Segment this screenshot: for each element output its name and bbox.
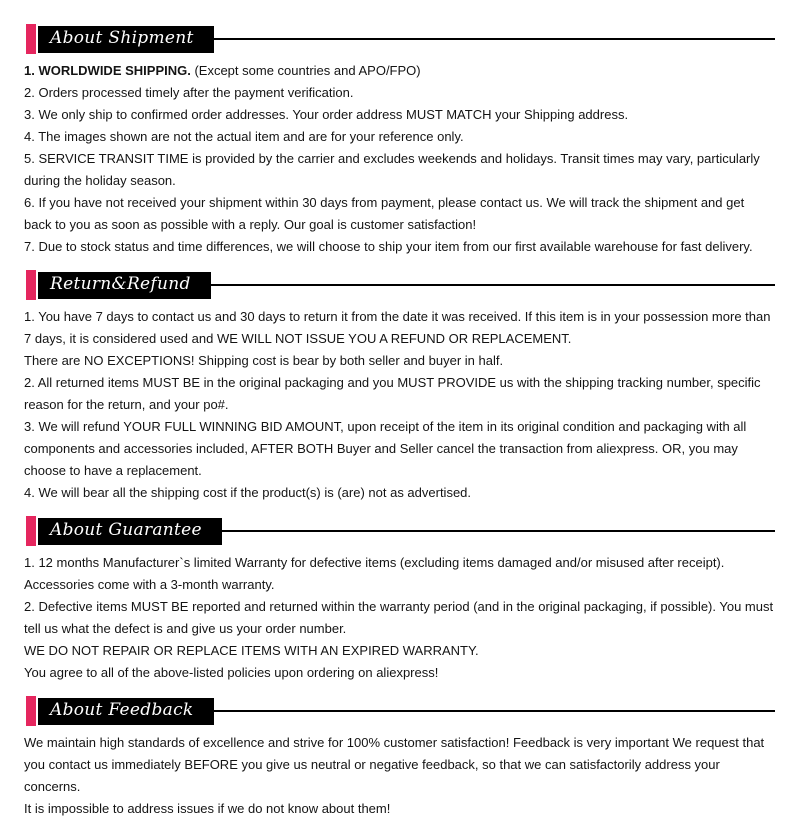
policy-item: We maintain high standards of excellence and strive for 100% customer satisfaction! Feedback is very important We request that you contact us immediately BEFORE you give us neutral or negative feedback, so that we can satisfactorily address your concerns. bbox=[24, 735, 765, 794]
section-title: Return&Refund bbox=[50, 274, 191, 294]
header-rule bbox=[214, 710, 776, 712]
policy-item: 1. You have 7 days to contact us and 30 days to return it from the date it was received. If this item is in your possession more than 7 days, it is considered used and WE WILL NOT ISSUE YOU A REFUND OR REPLACEMENT. bbox=[24, 309, 771, 346]
section-body bbox=[0, 60, 800, 258]
policy-item: 6. If you have not received your shipment within 30 days from payment, please contact us. We will track the shipment and get back to you as soon as possible with a reply. Our goal is customer satisfaction! bbox=[24, 195, 745, 232]
policy-item: WE DO NOT REPAIR OR REPLACE ITEMS WITH AN EXPIRED WARRANTY. bbox=[24, 643, 479, 658]
policy-item: 2. Defective items MUST BE reported and returned within the warranty period (and in the original packaging, if possible). You must tell us what the defect is and give us your order number. bbox=[24, 599, 774, 636]
section-return-refund bbox=[0, 270, 800, 504]
policy-item: 5. SERVICE TRANSIT TIME is provided by the carrier and excludes weekends and holidays. Transit times may vary, particularly during the holiday season. bbox=[24, 151, 760, 188]
policy-item: You agree to all of the above-listed policies upon ordering on aliexpress! bbox=[24, 665, 439, 680]
policy-item bbox=[24, 60, 775, 82]
section-title-band bbox=[38, 698, 214, 725]
section-title: About Shipment bbox=[50, 28, 194, 48]
accent-bar bbox=[26, 516, 36, 546]
policy-item: 4. The images shown are not the actual item and are for your reference only. bbox=[24, 129, 464, 144]
policy-item: 2. All returned items MUST BE in the original packaging and you MUST PROVIDE us with the shipping tracking number, specific reason for the return, and your po#. bbox=[24, 375, 761, 412]
section-about-feedback bbox=[0, 696, 800, 820]
section-title-band bbox=[38, 518, 222, 545]
accent-bar bbox=[26, 696, 36, 726]
section-title-band bbox=[38, 26, 214, 53]
header-rule bbox=[222, 530, 775, 532]
section-header bbox=[0, 270, 800, 300]
policy-item-lead: 1. WORLDWIDE SHIPPING. bbox=[24, 63, 191, 78]
header-rule bbox=[211, 284, 775, 286]
section-title: About Feedback bbox=[50, 700, 194, 720]
policy-item: 3. We will refund YOUR FULL WINNING BID AMOUNT, upon receipt of the item in its original condition and packaging with all components and accessories included, AFTER BOTH Buyer and Seller cancel the transaction from aliexpress. OR, you may choose to have a replacement. bbox=[24, 419, 747, 478]
policy-item-text: (Except some countries and APO/FPO) bbox=[190, 63, 421, 78]
accent-bar bbox=[26, 270, 36, 300]
policy-item: 3. We only ship to confirmed order addresses. Your order address MUST MATCH your Shipping address. bbox=[24, 107, 629, 122]
section-header bbox=[0, 696, 800, 726]
policy-item: There are NO EXCEPTIONS! Shipping cost is bear by both seller and buyer in half. bbox=[24, 353, 504, 368]
policy-item: 1. 12 months Manufacturer`s limited Warranty for defective items (excluding items damaged and/or misused after receipt). Accessories come with a 3-month warranty. bbox=[24, 555, 725, 592]
section-about-guarantee bbox=[0, 516, 800, 684]
section-body bbox=[0, 306, 800, 504]
section-header bbox=[0, 24, 800, 54]
policy-item: 2. Orders processed timely after the payment verification. bbox=[24, 85, 354, 100]
section-body bbox=[0, 732, 800, 820]
section-title: About Guarantee bbox=[50, 520, 202, 540]
section-body bbox=[0, 552, 800, 684]
policy-item: 4. We will bear all the shipping cost if the product(s) is (are) not as advertised. bbox=[24, 485, 472, 500]
section-header bbox=[0, 516, 800, 546]
policy-item: It is impossible to address issues if we do not know about them! bbox=[24, 801, 391, 816]
accent-bar bbox=[26, 24, 36, 54]
section-about-shipment bbox=[0, 24, 800, 258]
header-rule bbox=[214, 38, 775, 40]
policy-item: 7. Due to stock status and time differences, we will choose to ship your item from our first available warehouse for fast delivery. bbox=[24, 239, 753, 254]
section-title-band bbox=[38, 272, 211, 299]
